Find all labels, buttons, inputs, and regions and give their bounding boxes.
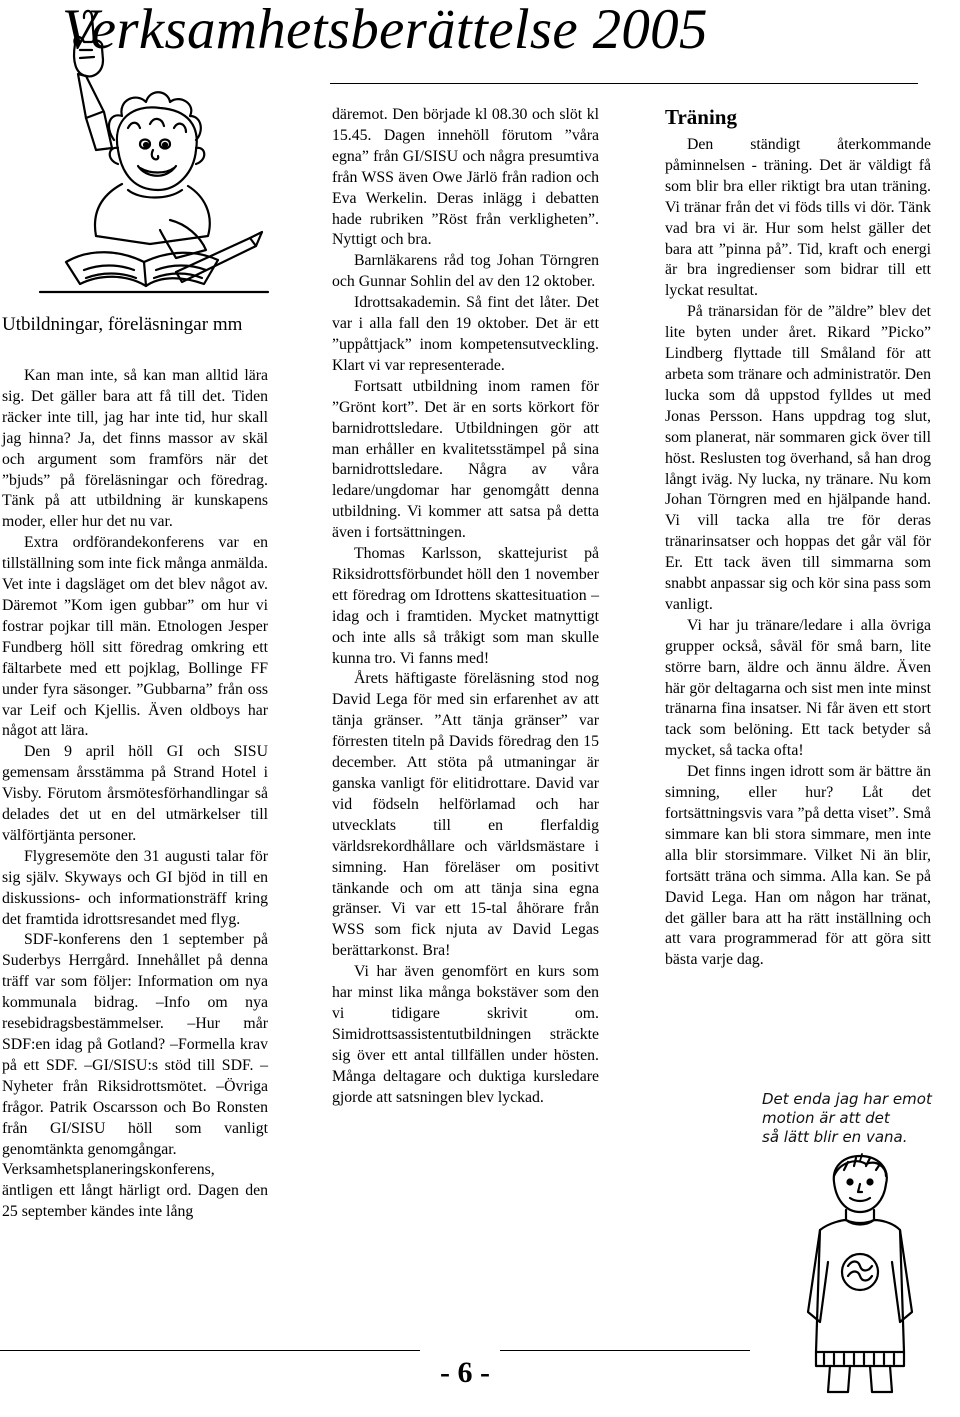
page-number: - 6 -	[440, 1356, 490, 1389]
page-title: Verksamhetsberättelse 2005	[62, 0, 708, 61]
footer-rule-right	[500, 1350, 750, 1351]
paragraph: Idrottsakademin. Så fint det låter. Det var i alla fall den 19 oktober. Det är ett ”uppåttjack” inom kompetensutveckling. Klart vi var representerade.	[332, 294, 599, 374]
column-education	[2, 366, 268, 1223]
paragraph: Thomas Karlsson, skattejurist på Riksidrottsförbundet höll den 1 november ett föredrag om Idrottens skattesituation – idag och i framtiden. Mycket matnyttigt och inte alls så tråkigt som man skulle kunna tro. Vi fanns med!	[332, 545, 599, 667]
cartoon-student-icon	[0, 0, 270, 300]
column-education-continued	[332, 105, 599, 1109]
title-rule	[330, 83, 918, 84]
paragraph: Den ständigt återkommande påminnelsen - träning. Det är väldigt få som blir bra eller riktigt bra utan träning. Vi tränar från det vi föds tills vi dör. Tänk vad bra vi är. Hur som helst gäller det bara att ”pinna på”. Tid, kraft och energi är bra ingredienser som bidrar till ett lyckat resultat.	[665, 136, 931, 300]
note-line: så lätt blir en vana.	[762, 1128, 908, 1146]
paragraph: Fortsatt utbildning inom ramen för ”Grönt kort”. Det är en sorts körkort för barnidrottsledare. Utbildningen gör att man erhåller en kvalitetsstämpel på sina barnidrottsledare. Några av våra ledare/ungdomar har genomgått denna utbildning. Vi kommer att satsa på detta även i fortsättningen.	[332, 377, 599, 542]
section-heading-education: Utbildningar, föreläsningar mm	[2, 314, 243, 335]
paragraph: Vi har ju tränare/ledare i alla övriga grupper också, såväl för små barn, lite större barn, äldre och ännu äldre. Även här gör deltagarna och sist men inte minst tränarna fina insatser. Ni får även ett stort tack som belöning. Ett tack betyder så mycket, så tacka ofta!	[665, 616, 931, 760]
note-line: Det enda jag har emot	[762, 1090, 932, 1108]
handwritten-note	[762, 1090, 960, 1147]
paragraph: Verksamhetsplaneringskonferens, äntligen ett långt härligt ord. Dagen den 25 september kändes inte lång	[2, 1161, 268, 1221]
paragraph: På tränarsidan för de ”äldre” blev det lite byten under året. Rikard ”Picko” Lindberg flyttade till Småland för att arbeta som tränare och administratör. Den lucka som då uppstod fylldes ut med Jonas Persson. Hans uppdrag tog slut, som planerat, när sommaren gick över till höst. Reslusten tog överhand, så han drog långt iväg. Ny lucka, ny tränare. Nu kom Johan Törngren med en hjälpande hand. Vi vill tacka alla tre för deras tränarinsatser och hoppas det går väl för Er. Ett tack även till simmarna som snabbt anpassar sig och kör sina pass som vanligt.	[665, 303, 931, 613]
paragraph: Extra ordförandekonferens var en tillställning som inte fick många anmälda. Vet inte i dagsläget om det blev något av. Däremot ”Kom igen gubbar” om hur vi fostrar pojkar till män. Etnologen Jesper Fundberg höll sitt föredrag omkring ett fältarbete med ett pojklag, Bollinge FF under fyra säsonger. ”Gubbarna” från oss var Leif och Kjellis. Även oldboys har något att lära.	[2, 534, 268, 740]
column-training	[665, 135, 931, 971]
paragraph: Kan man inte, så kan man alltid lära sig. Det gäller bara att få till det. Tiden räcker inte till, jag har inte tid, hur skall jag hinna? Ja, det finns massor av skäl och argument som framförs när det ”bjuds” på föreläsningar och föredrag. Tänk på att utbildning är kunskapens moder, eller hur det nu var.	[2, 367, 268, 531]
cartoon-sweater-icon	[800, 1152, 920, 1402]
paragraph: SDF-konferens den 1 september på Suderbys Herrgård. Innehållet på denna träff var som följer: Information om nya kommunala bidrag. –Info om nya resebidragsbestämmelser. –Hur mår SDF:en idag på Gotland? –Formella krav på ett SDF. –GI/SISU:s stöd till SDF. –Nyheter från Riksidrottsmötet. –Övriga frågor. Patrik Oscarsson och Bo Ronsten från GI/SISU höll som vanligt genomtänkta genomgångar.	[2, 931, 268, 1158]
paragraph: Barnläkarens råd tog Johan Törngren och Gunnar Sohlin del av den 12 oktober.	[332, 252, 599, 291]
footer-rule-left	[0, 1350, 420, 1351]
section-heading-training: Träning	[665, 105, 737, 129]
paragraph: Flygresemöte den 31 augusti talar för sig själv. Skyways och GI bjöd in till en diskussions- och informationsträff kring det framtida idrottsresandet med flyg.	[2, 847, 268, 928]
paragraph: Årets häftigaste föreläsning stod nog David Lega för med sin erfarenhet av att tänja gränser. ”Att tänja gränser” var förresten titeln på Davids föredrag den 15 december. Att stöta på utmaningar är ganska vanligt för elitidrottare. David var vid födseln helförlamad och har utvecklats till en flerfaldig världsrekordhållare och världsmästare i simning. Han föreläser om positivt tänkande och om att tänja sina egna gränser. Vi var ett 15-tal åhörare från WSS som fick njuta av David Legas berättarkonst. Bra!	[332, 670, 599, 960]
paragraph: Den 9 april höll GI och SISU gemensam årsstämma på Strand Hotel i Visby. Förutom årsmötesförhandlingar så delades det ut en del utmärkelser till välförtjänta personer.	[2, 743, 268, 844]
paragraph: däremot. Den började kl 08.30 och slöt kl 15.45. Dagen innehöll förutom ”våra egna” från GI/SISU och några presumtiva från WSS även Owe Järlö från radion och Eva Werkelin. Deras inlägg i debatten hade rubriken ”Röst från verkligheten”. Nyttigt och bra.	[332, 106, 599, 249]
paragraph: Det finns ingen idrott som är bättre än simning, eller hur? Låt det fortsättningsvis vara ”på detta viset”. Små simmare kan bli stora simmare, men inte alla blir storsimmare. Vilket Ni än blir, fortsätt träna och simma. Alla kan. Se på David Lega. Han om någon har tränat, det gäller bara att ha rätt inställning och att vara programmerad för att göra sitt bästa varje dag.	[665, 763, 931, 969]
paragraph: Vi har även genomfört en kurs som har minst lika många bokstäver som den vi tidigare skrivit om. Simidrottsassistentutbildningen sträckte sig över ett antal tillfällen under hösten. Många deltagare och duktiga kursledare gjorde att satsningen blev lyckad.	[332, 963, 599, 1106]
note-line: motion är att det	[762, 1109, 890, 1127]
